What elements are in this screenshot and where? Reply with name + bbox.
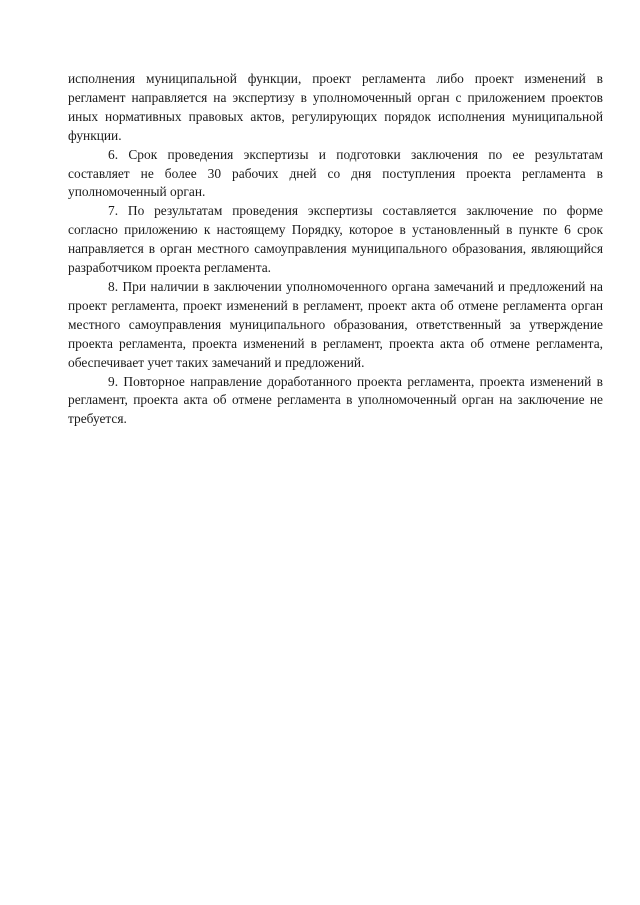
paragraph-6: 6. Срок проведения экспертизы и подготовки заключения по ее результатам составляет не более 30 рабочих дней со дня поступления проекта регламента в уполномоченный орган. bbox=[68, 146, 603, 200]
document-body bbox=[68, 70, 603, 429]
paragraph-continuation: исполнения муниципальной функции, проект регламента либо проект изменений в регламент направляется на экспертизу в уполномоченный орган с приложением проектов иных нормативных правовых актов, регулирующих порядок исполнения муниципальной функции. bbox=[68, 71, 603, 143]
paragraph-7: 7. По результатам проведения экспертизы составляется заключение по форме согласно приложению к настоящему Порядку, которое в установленный в пункте 6 срок направляется в орган местного самоуправления муниципального образования, являющийся разработчиком проекта регламента. bbox=[68, 203, 603, 276]
paragraph-9: 9. Повторное направление доработанного проекта регламента, проекта изменений в регламент, проекта акта об отмене регламента в уполномоченный орган на заключение не требуется. bbox=[68, 373, 603, 427]
paragraph-8: 8. При наличии в заключении уполномоченного органа замечаний и предложений на проект регламента, проект изменений в регламент, проект акта об отмене регламента орган местного самоуправления муниципального образования, ответственный за утверждение проекта регламента, проекта изменений в регламент, проекта акта об отмене регламента, обеспечивает учет таких замечаний и предложений. bbox=[68, 278, 603, 370]
